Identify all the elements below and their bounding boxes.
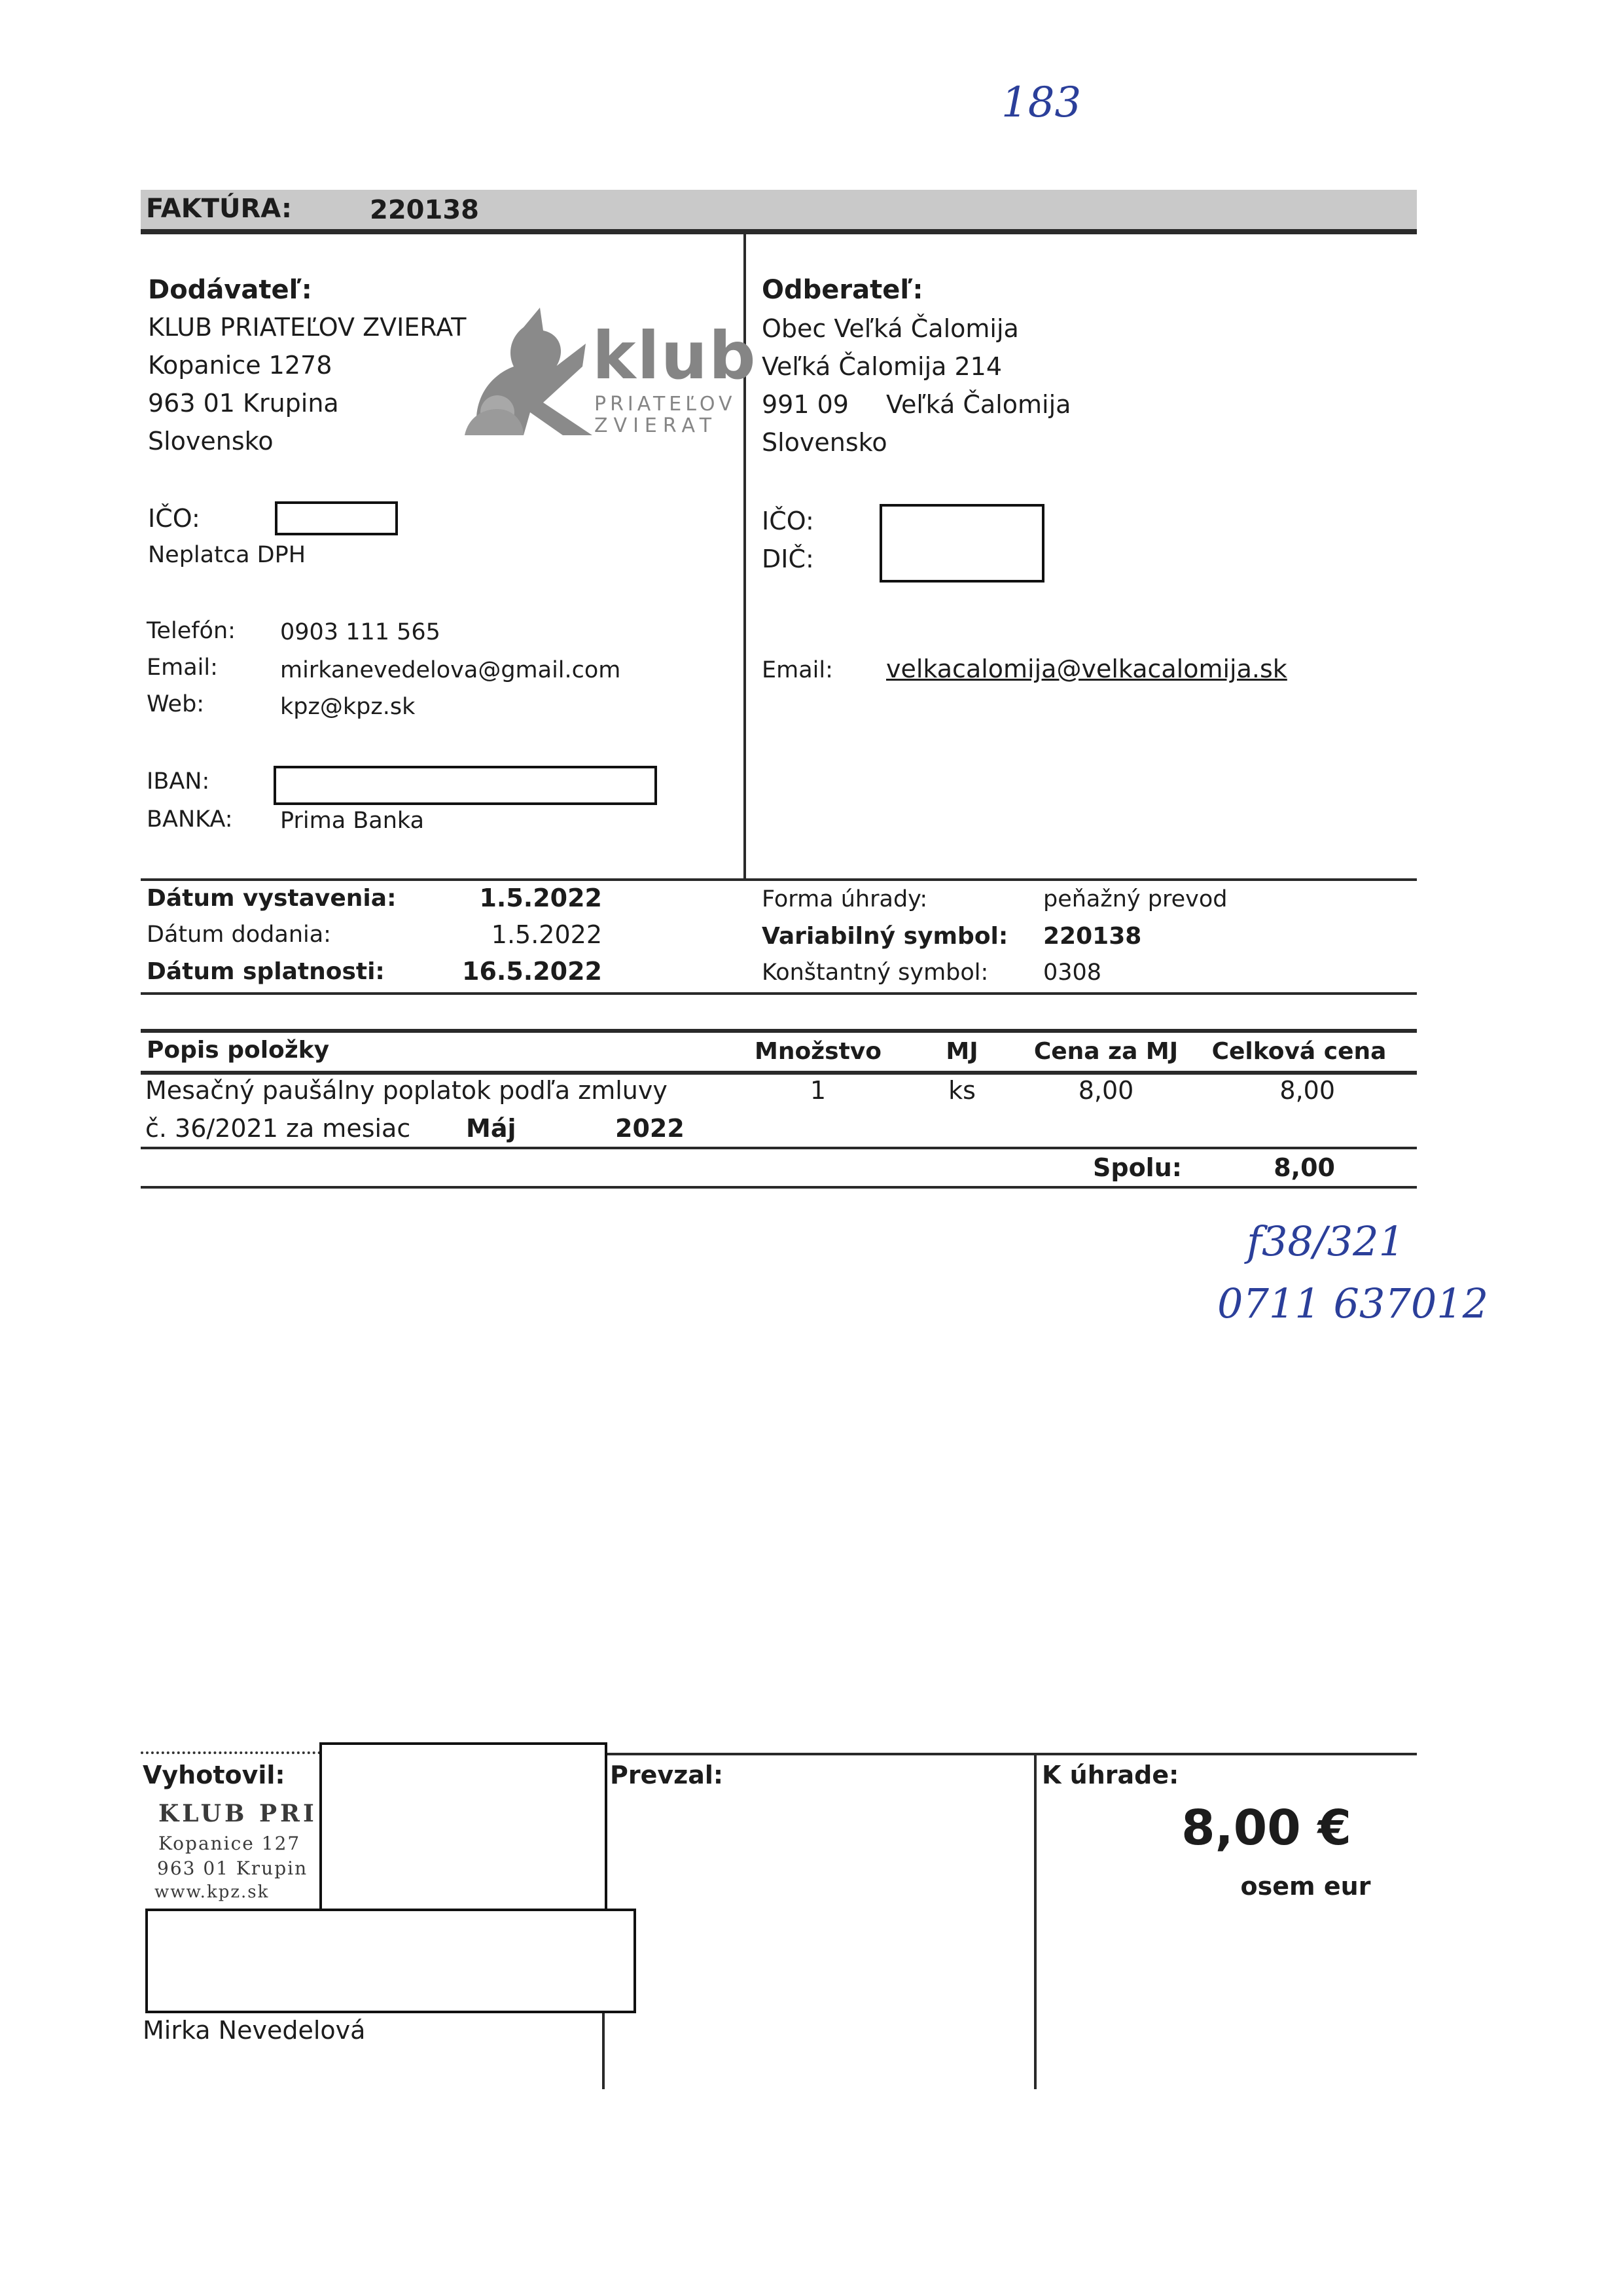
stamp-line1: KLUB PRI (158, 1800, 317, 1827)
supplier-bank-label: BANKA: (147, 806, 233, 833)
customer-street: Veľká Čalomija 214 (762, 352, 1003, 381)
supplier-name: KLUB PRIATEĽOV ZVIERAT (148, 313, 467, 342)
customer-email: velkacalomija@velkacalomija.sk (886, 655, 1287, 683)
supplier-web: kpz@kpz.sk (280, 694, 416, 720)
item-unit-price: 8,00 (1078, 1076, 1134, 1105)
club-logo (452, 304, 757, 442)
sum-label: Spolu: (1093, 1153, 1182, 1182)
redacted-customer-ids (880, 504, 1044, 583)
logo-line1: PRIATEĽOV (594, 393, 736, 416)
supplier-city: 963 01 Krupina (148, 389, 339, 418)
col-header-description: Popis položky (147, 1037, 330, 1064)
supplier-heading: Dodávateľ: (148, 275, 312, 305)
issue-date-label: Dátum vystavenia: (147, 885, 397, 912)
col-header-total: Celková cena (1211, 1038, 1387, 1065)
customer-heading: Odberateľ: (762, 275, 923, 305)
customer-dic-label: DIČ: (762, 545, 814, 573)
item-quantity: 1 (810, 1076, 827, 1105)
invoice-header-bar (141, 190, 1417, 234)
item-unit: ks (948, 1076, 976, 1105)
supplier-phone: 0903 111 565 (280, 619, 440, 645)
supplier-country: Slovensko (148, 427, 274, 456)
supplier-street: Kopanice 1278 (148, 351, 332, 380)
footer-top-rule (602, 1753, 1417, 1755)
supplier-phone-label: Telefón: (147, 618, 236, 644)
stamp-line4: www.kpz.sk (154, 1882, 270, 1902)
payment-method-label: Forma úhrady: (762, 886, 928, 912)
col-header-unit-price: Cena za MJ (1033, 1038, 1179, 1065)
col-header-quantity: Množstvo (755, 1038, 882, 1065)
variable-symbol: 220138 (1043, 923, 1142, 950)
handwritten-note-line1: f38/321 (1247, 1217, 1405, 1265)
amount-due-value: 8,00 € (1181, 1800, 1351, 1856)
supplier-vat-note: Neplatca DPH (148, 542, 306, 568)
supplier-email-label: Email: (147, 655, 218, 681)
item-description-line2: č. 36/2021 za mesiac (145, 1114, 411, 1143)
logo-line2: ZVIERAT (594, 414, 718, 437)
redacted-supplier-ico (275, 501, 398, 535)
due-date-label: Dátum splatnosti: (147, 958, 385, 985)
item-total: 8,00 (1279, 1076, 1335, 1105)
item-month: Máj (466, 1114, 516, 1143)
animals-logo-icon (452, 304, 602, 442)
constant-symbol: 0308 (1043, 960, 1102, 986)
item-description-line1: Mesačný paušálny poplatok podľa zmluvy (145, 1076, 668, 1105)
amount-due-label: K úhrade: (1042, 1761, 1179, 1789)
footer-dotted-line (141, 1751, 321, 1754)
signer-name: Mirka Nevedelová (143, 2016, 366, 2045)
stamp-line3: 963 01 Krupin (157, 1857, 308, 1879)
amount-due-words: osem eur (1240, 1872, 1371, 1901)
dates-bottom-rule (141, 992, 1417, 995)
delivery-date: 1.5.2022 (491, 920, 602, 949)
redacted-stamp (319, 1742, 607, 1924)
customer-email-label: Email: (762, 657, 833, 683)
due-date: 16.5.2022 (462, 957, 602, 986)
logo-word: klub (592, 317, 757, 394)
items-header-rule (141, 1071, 1417, 1075)
invoice-number: 220138 (370, 195, 479, 225)
created-by-label: Vyhotovil: (143, 1761, 285, 1789)
redacted-iban (274, 766, 657, 805)
customer-ico-label: IČO: (762, 507, 814, 535)
customer-country: Slovensko (762, 428, 887, 457)
customer-zip: 991 09 (762, 390, 849, 419)
sum-value: 8,00 (1274, 1153, 1335, 1182)
dates-top-rule (141, 878, 1417, 881)
delivery-date-label: Dátum dodania: (147, 922, 331, 948)
item-year: 2022 (615, 1114, 685, 1143)
stamp-line2: Kopanice 127 (158, 1833, 301, 1854)
handwritten-page-number: 183 (1001, 79, 1082, 127)
redacted-signature (145, 1909, 636, 2013)
items-sum-rule (141, 1147, 1417, 1149)
supplier-iban-label: IBAN: (147, 768, 210, 795)
supplier-email: mirkanevedelova@gmail.com (280, 657, 621, 683)
footer-divider-2 (1034, 1754, 1037, 2089)
items-bottom-rule (141, 1186, 1417, 1189)
supplier-ico-label: IČO: (148, 504, 200, 533)
constant-symbol-label: Konštantný symbol: (762, 960, 989, 986)
invoice-label: FAKTÚRA: (146, 194, 292, 224)
col-header-unit: MJ (946, 1038, 978, 1065)
customer-name: Obec Veľká Čalomija (762, 314, 1019, 343)
supplier-web-label: Web: (147, 691, 205, 717)
customer-city: Veľká Čalomija (886, 390, 1071, 419)
items-top-rule (141, 1029, 1417, 1033)
issue-date: 1.5.2022 (479, 884, 602, 912)
variable-symbol-label: Variabilný symbol: (762, 923, 1008, 950)
handwritten-note-line2: 0711 637012 (1217, 1280, 1489, 1327)
received-by-label: Prevzal: (610, 1761, 724, 1789)
payment-method: peňažný prevod (1043, 886, 1228, 912)
supplier-bank: Prima Banka (280, 808, 425, 834)
